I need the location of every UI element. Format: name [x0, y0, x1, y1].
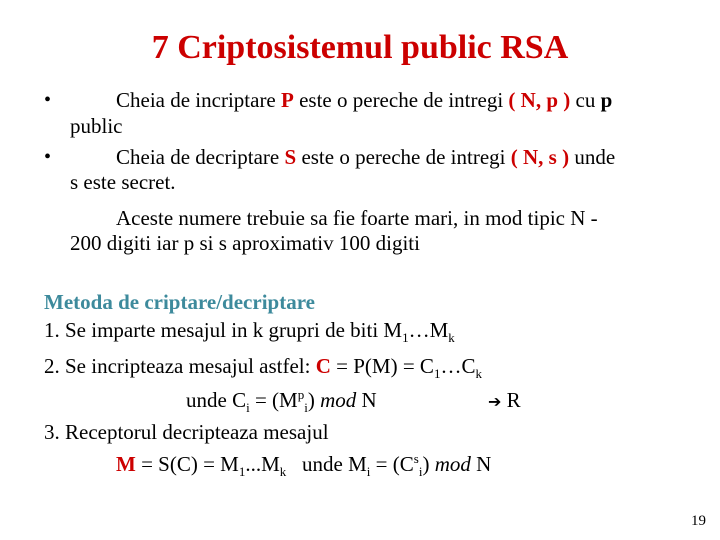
ciphertext-symbol: C	[315, 354, 331, 378]
note-line-2: 200 digiti iar p si s aproximativ 100 digiti	[70, 231, 420, 255]
slide-title: 7 Criptosistemul public RSA	[151, 29, 569, 66]
bullet-2-line-2: s este secret.	[70, 170, 176, 194]
decryption-pair: ( N, s )	[510, 145, 570, 169]
page-number: 19	[691, 513, 706, 529]
method-step-3-formula: $M = S(C) = M_1...M_k$ unde $M_i = (C^s_i)$ mod N	[116, 451, 492, 480]
message-symbol: M	[116, 452, 136, 476]
bullet-1-line-2: public	[70, 114, 123, 138]
method-step-2-formula: unde $C_i = (M^p_i)$ mod N	[186, 387, 377, 416]
bullet-2-line-1: Cheia de decriptare S este o pereche de intregi ( N, s ) unde	[116, 145, 616, 169]
bullet-marker: •	[44, 89, 52, 111]
decryption-key: S	[284, 145, 297, 169]
bullet-1-line-1: Cheia de incriptare P este o pereche de intregi ( N, p ) cu p	[116, 88, 613, 112]
arrow-result: ➔ R	[488, 388, 521, 412]
note-line-1: Aceste numere trebuie sa fie foarte mari, in mod tipic N -	[116, 206, 598, 230]
method-step-1: 1. Se imparte mesajul in k grupri de biti $M_1\dots M_k$	[44, 318, 455, 346]
method-step-3: 3. Receptorul decripteaza mesajul	[44, 420, 329, 444]
bullet-marker: •	[44, 146, 52, 168]
encryption-key: P	[281, 88, 294, 112]
method-step-2: 2. Se incripteaza mesajul astfel: $C = P(M) = C_1\dots C_k$	[44, 354, 482, 382]
method-heading: Metoda de criptare/decriptare	[44, 290, 315, 314]
encryption-pair: ( N, p )	[508, 88, 571, 112]
right-arrow-icon: ➔	[488, 392, 502, 411]
